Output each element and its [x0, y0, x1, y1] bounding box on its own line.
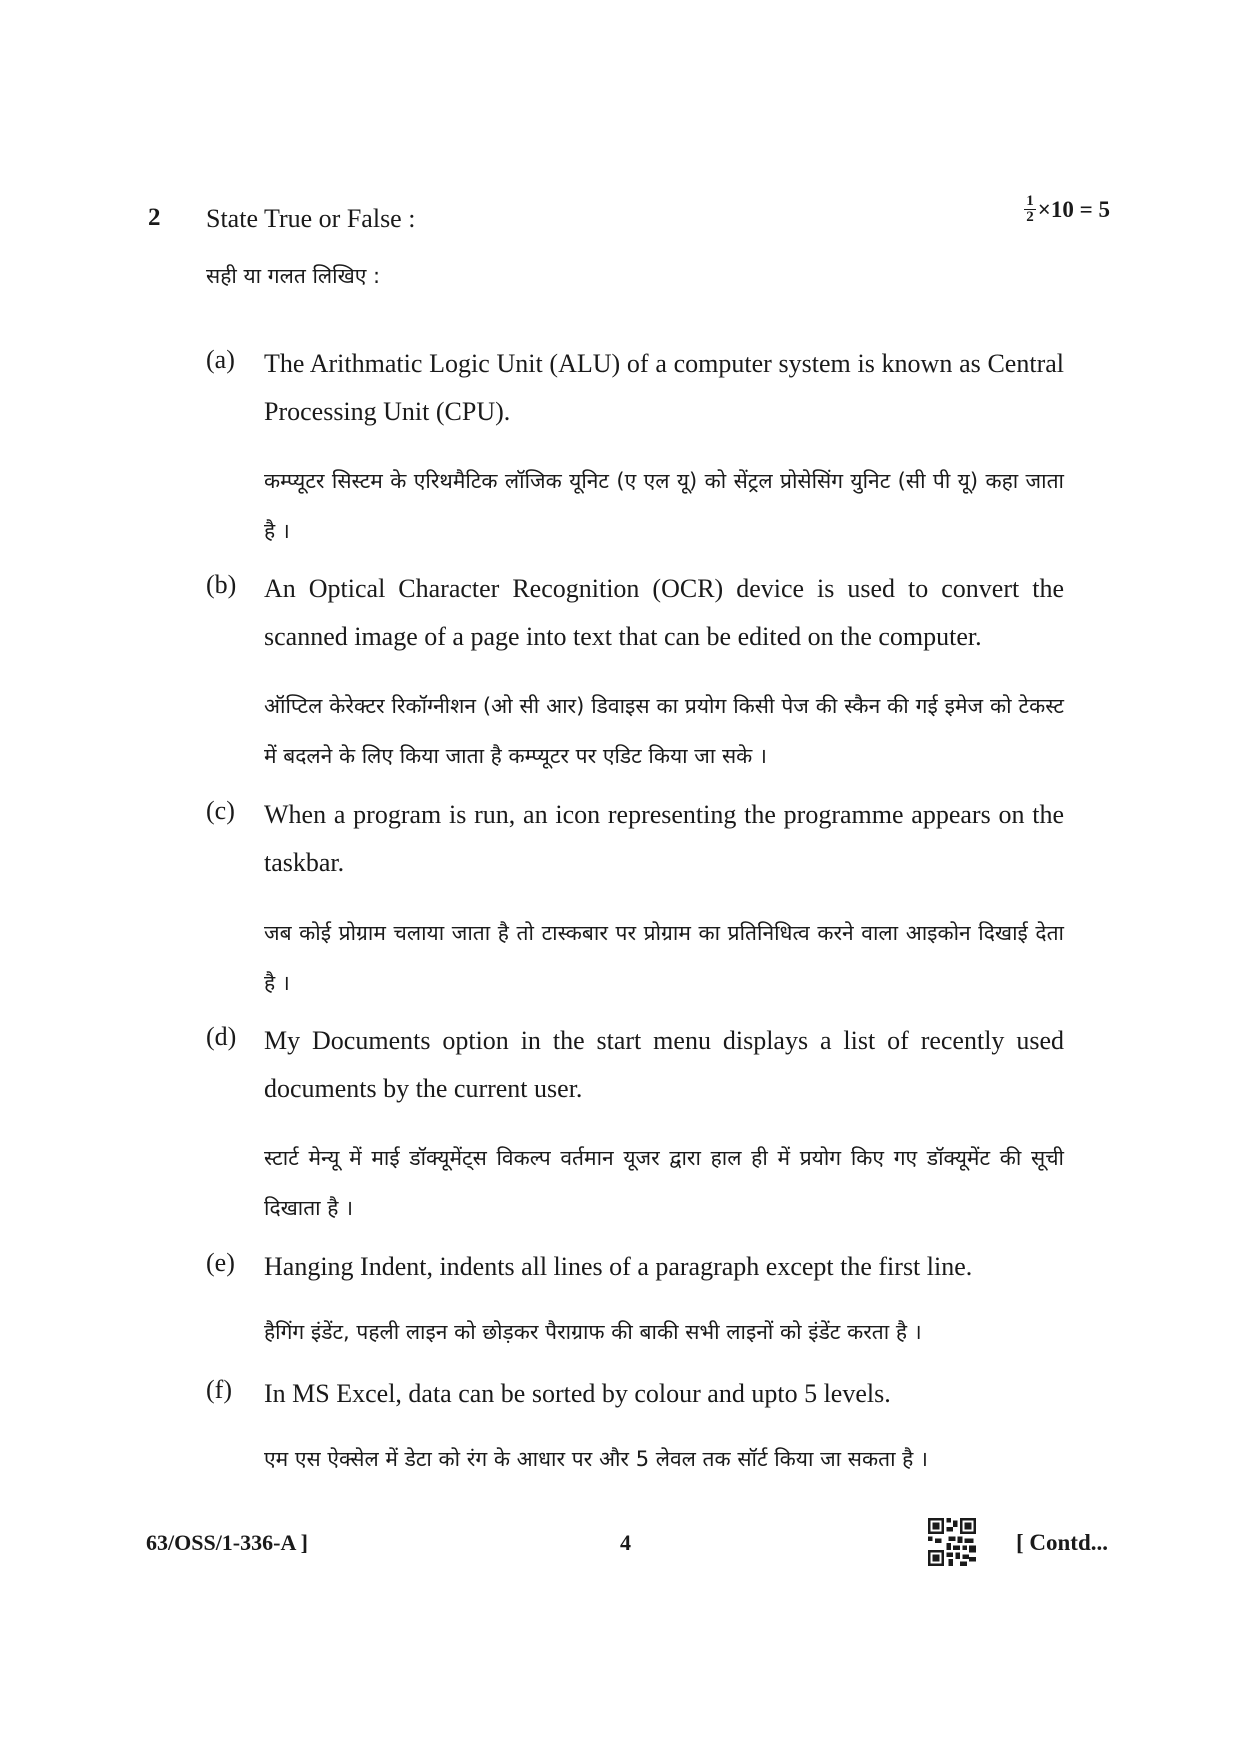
continued-label: [ Contd...: [1016, 1530, 1109, 1555]
item-d-english: My Documents option in the start menu displays a list of recently used documents by the current user.: [264, 1026, 1064, 1103]
marks-rest: ×10 = 5: [1037, 196, 1110, 222]
item-e-english: Hanging Indent, indents all lines of a paragraph except the first line.: [264, 1252, 973, 1281]
item-d-label: (d): [206, 1022, 237, 1051]
item-e-label: (e): [206, 1248, 235, 1277]
paper-code: 63/OSS/1-336-A ]: [146, 1530, 308, 1555]
item-f-hindi: एम एस ऐक्सेल में डेटा को रंग के आधार पर और 5 लेवल तक सॉर्ट किया जा सकता है ।: [264, 1447, 928, 1471]
question-title: State True or False :: [206, 204, 416, 233]
item-c-hindi: जब कोई प्रोग्राम चलाया जाता है तो टास्कबार पर प्रोग्राम का प्रतिनिधित्व करने वाला आइकोन दिखाई देता है ।: [264, 921, 1064, 995]
question-title-hindi: सही या गलत लिखिए :: [206, 264, 381, 288]
item-a-hindi: कम्प्यूटर सिस्टम के एरिथमैटिक लॉजिक यूनिट (ए एल यू) को सेंट्रल प्रोसेसिंग युनिट (सी पी यू) कहा जाता है ।: [264, 469, 1064, 543]
item-b-label: (b): [206, 570, 237, 599]
item-b-english: An Optical Character Recognition (OCR) device is used to convert the scanned image of a page into text that can be edited on the computer.: [264, 574, 1064, 651]
item-f-label: (f): [206, 1375, 232, 1404]
item-c-label: (c): [206, 796, 235, 825]
item-c-english: When a program is run, an icon representing the programme appears on the taskbar.: [264, 800, 1064, 877]
item-f-english: In MS Excel, data can be sorted by colour and upto 5 levels.: [264, 1379, 891, 1408]
item-b-hindi: ऑप्टिल केरेक्टर रिकॉग्नीशन (ओ सी आर) डिवाइस का प्रयोग किसी पेज की स्कैन की गई इमेज को टेकस्ट में बदलने के लिए किया जाता है कम्प्यूटर पर एडिट किया जा सके ।: [264, 694, 1064, 768]
item-a-label: (a): [206, 345, 235, 374]
marks-denominator: 2: [1026, 209, 1034, 225]
item-d-hindi: स्टार्ट मेन्यू में माई डॉक्यूमेंट्स विकल्प वर्तमान यूजर द्वारा हाल ही में प्रयोग किए गए डॉक्यूमेंट की सूची दिखाता है ।: [264, 1146, 1064, 1220]
question-number: 2: [148, 204, 161, 231]
page-number: 4: [620, 1530, 631, 1555]
item-e-hindi: हैगिंग इंडेंट, पहली लाइन को छोड़कर पैराग्राफ की बाकी सभी लाइनों को इंडेंट करता है ।: [264, 1320, 922, 1344]
marks-fraction: [1024, 194, 1036, 225]
marks-numerator: 1: [1026, 193, 1034, 209]
qr-code-icon: [928, 1518, 976, 1566]
item-a-english: The Arithmatic Logic Unit (ALU) of a computer system is known as Central Processing Unit (CPU).: [264, 349, 1064, 426]
question-marks: [1024, 194, 1110, 225]
